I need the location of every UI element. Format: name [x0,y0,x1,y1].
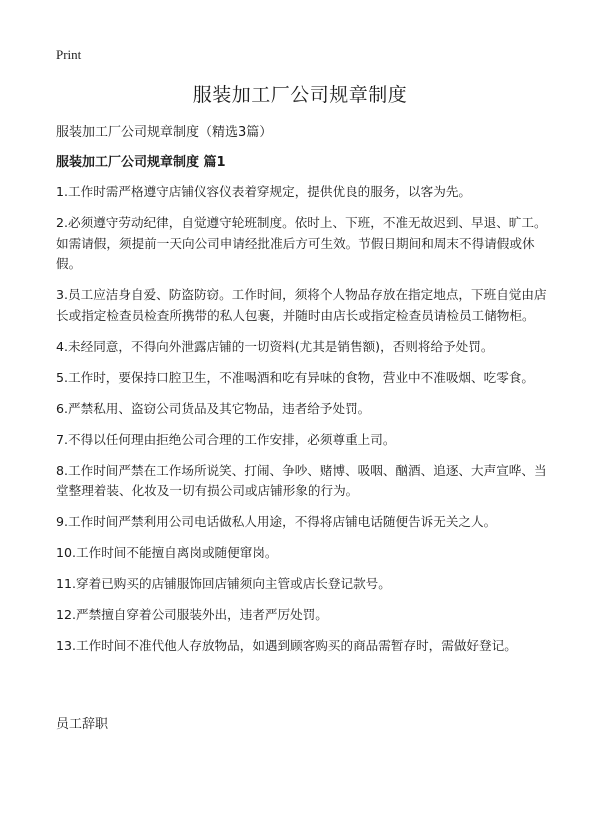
next-section-heading: 员工辞职 [56,717,109,732]
list-item: 9.工作时间严禁利用公司电话做私人用途，不得将店铺电话随便告诉无关之人。 [56,514,497,529]
rules-list [56,182,548,667]
section-heading: 服装加工厂公司规章制度 篇1 [56,155,226,170]
list-item: 4.未经同意，不得向外泄露店铺的一切资料(尤其是销售额)，否则将给予处罚。 [56,338,494,354]
list-item: 6.严禁私用、盗窃公司货品及其它物品，违者给予处罚。 [56,400,371,416]
document-title: 服装加工厂公司规章制度 [192,84,408,106]
list-item: 13.工作时间不准代他人存放物品，如遇到顾客购买的商品需暂存时，需做好登记。 [56,638,517,653]
list-item: 2.必须遵守劳动纪律，自觉遵守轮班制度。依时上、下班，不准无故迟到、早退、旷工。如需请假，须提前一天向公司申请经批准后方可生效。节假日期间和周末不得请假或休假。 [56,215,547,271]
list-item: 1.工作时需严格遵守店铺仪容仪表着穿规定，提供优良的服务，以客为先。 [56,184,472,199]
list-item: 7.不得以任何理由拒绝公司合理的工作安排，必须尊重上司。 [56,431,396,447]
list-item: 8.工作时间严禁在工作场所说笑、打闹、争吵、赌博、吸咽、酗酒、追逐、大声宣哗、当堂整理着装、化妆及一切有损公司或店铺形象的行为。 [56,462,547,498]
list-item: 10.工作时间不能擅自离岗或随便窜岗。 [56,545,278,560]
document-subtitle: 服装加工厂公司规章制度（精选3篇） [56,125,273,140]
list-item: 5.工作时，要保持口腔卫生，不准喝酒和吃有异味的食物，营业中不准吸烟、吃零食。 [56,369,534,385]
print-link[interactable]: Print [56,47,82,62]
list-item: 11.穿着已购买的店铺服饰回店铺须向主管或店长登记款号。 [56,576,391,591]
list-item: 12.严禁擅自穿着公司服装外出，违者严厉处罚。 [56,607,328,622]
list-item: 3.员工应洁身自爱、防盗防窃。工作时间，须将个人物品存放在指定地点，下班自觉由店长或指定检查员检查所携带的私人包裹，并随时由店长或指定检查员请检员工储物柜。 [56,287,547,323]
